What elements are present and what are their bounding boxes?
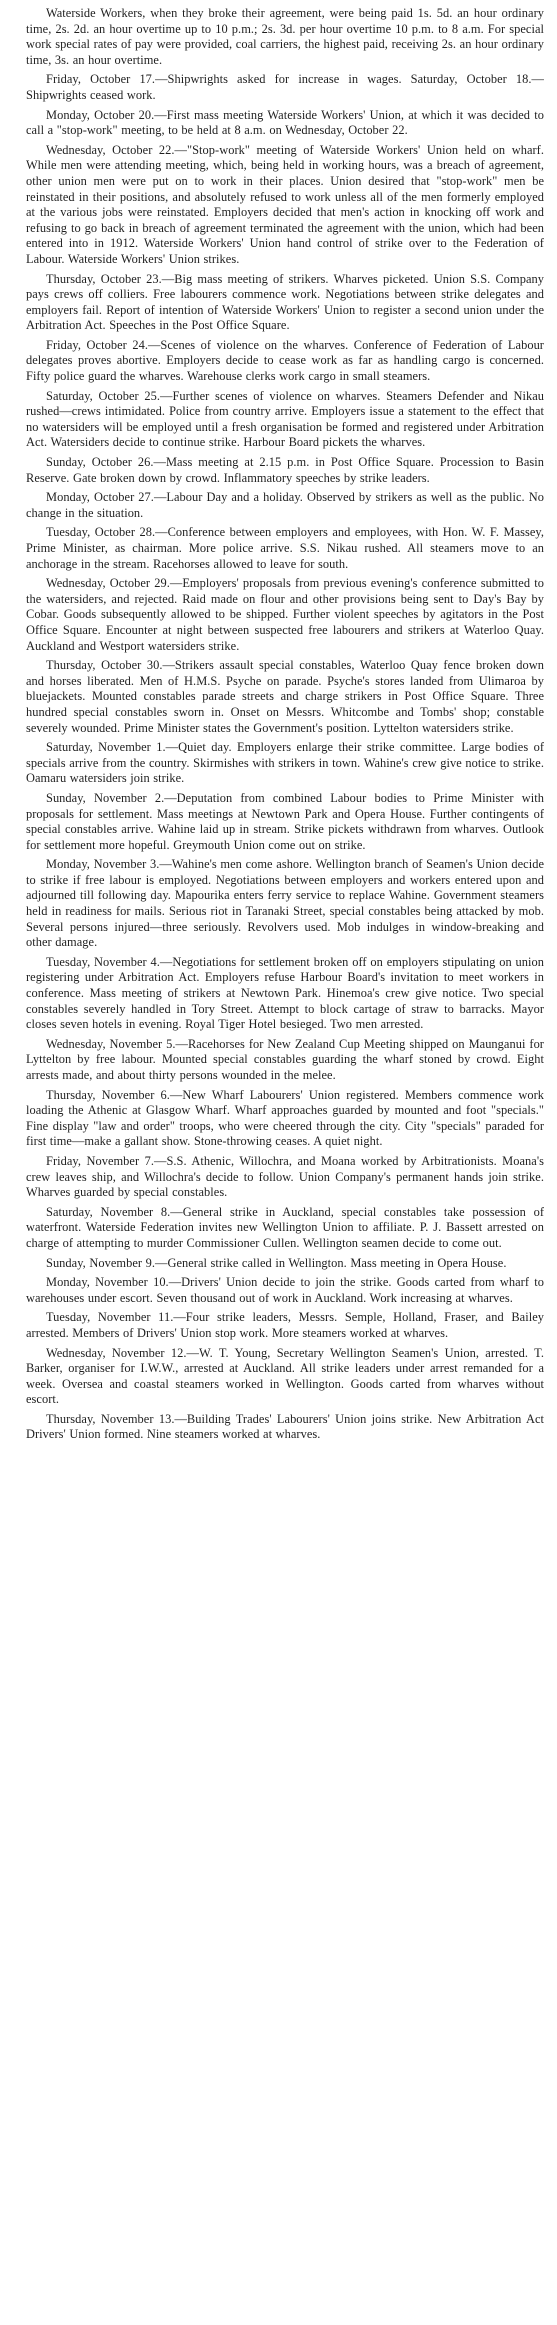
entry-october-17: Friday, October 17.—Shipwrights asked for increase in wages. Saturday, October 18.—Shipwrights ceased work. — [26, 72, 544, 102]
entry-november-11: Tuesday, November 11.—Four strike leaders, Messrs. Semple, Holland, Fraser, and Bailey arrested. Members of Drivers' Union stop work. More steamers worked at wharves. — [26, 1310, 544, 1340]
entry-november-6: Thursday, November 6.—New Wharf Labourers' Union registered. Members commence work loading the Athenic at Glasgow Wharf. Wharf approaches guarded by mounted and foot "specials." Fine display "law and order" troops, who were cheered through the city. City "specials" paraded for first time—make a gallant show. Stone-throwing ceases. A quiet night. — [26, 1087, 544, 1149]
entry-november-4: Tuesday, November 4.—Negotiations for settlement broken off on employers stipulating on union registering under Arbitration Act. Employers refuse Harbour Board's invitation to meet workers in conference. Mass meeting of strikers at Newtown Park. Hinemoa's crew give notice. Two special constables severely handled in Tory Street. Attempt to block cartage of straw to barracks. Mayor closes seven hotels in evening. Royal Tiger Hotel besieged. Two men arrested. — [26, 954, 544, 1032]
entry-november-9: Sunday, November 9.—General strike called in Wellington. Mass meeting in Opera House. — [46, 1255, 507, 1270]
entry-october-28: Tuesday, October 28.—Conference between employers and employees, with Hon. W. F. Massey, Prime Minister, as chairman. More police arrive. S.S. Nikau rushed. All steamers move to an anchorage in the stream. Racehorses allowed to leave for south. — [26, 525, 544, 571]
entry-november-2: Sunday, November 2.—Deputation from combined Labour bodies to Prime Minister with proposals for settlement. Mass meetings at Newtown Park and Opera House. Further contingents of special constables arrive. Wahine laid up in stream. Strike pickets withdrawn from wharves. Outlook for settlement more hopeful. Greymouth Union come out on strike. — [26, 790, 544, 852]
entry-october-27: Monday, October 27.—Labour Day and a holiday. Observed by strikers as well as the public. No change in the situation. — [26, 490, 544, 520]
entry-october-30: Thursday, October 30.—Strikers assault special constables, Waterloo Quay fence broken down and horses liberated. Men of H.M.S. Psyche on parade. Psyche's stores landed from Ulimaroa by bluejackets. Mounted constables parade streets and charge strikers in Post Office Square. Three hundred special constables sworn in. Onset on Messrs. Whitcombe and Tombs' shop; constable severely wounded. Prime Minister states the Government's position. Lyttelton watersiders strike. — [26, 658, 544, 735]
entry-november-5: Wednesday, November 5.—Racehorses for New Zealand Cup Meeting shipped on Maunganui for Lyttelton by free labour. Mounted special constables guarding the wharf stoned by crowd. Eight arrests made, and about thirty persons wounded in the melee. — [26, 1036, 544, 1082]
entry-october-23: Thursday, October 23.—Big mass meeting of strikers. Wharves picketed. Union S.S. Company pays crews off colliers. Free labourers commence work. Negotiations between strike delegates and employers fail. Report of intention of Waterside Workers' Union to register a second union under the Arbitration Act. Speeches in the Post Office Square. — [26, 271, 544, 333]
entry-october-20: Monday, October 20.—First mass meeting Waterside Workers' Union, at which it was decided to call a "stop-work" meeting, to be held at 8 a.m. on Wednesday, October 22. — [26, 107, 544, 138]
entry-november-7: Friday, November 7.—S.S. Athenic, Willochra, and Moana worked by Arbitrationists. Moana's crew leaves ship, and Willochra's decide to follow. Union Company's permanent hands join strike. Wharves guarded by special constables. — [26, 1153, 544, 1200]
entry-november-12: Wednesday, November 12.—W. T. Young, Secretary Wellington Seamen's Union, arrested. T. Barker, organiser for I.W.W., arrested at Auckland. All strike leaders under arrest remanded for a week. Oversea and coastal steamers worked in Wellington. Goods carted from wharves without escort. — [26, 1345, 544, 1407]
intro-paragraph: Waterside Workers, when they broke their agreement, were being paid 1s. 5d. an hour ordinary time, 2s. 2d. an hour overtime up to 10 p.m.; 2s. 3d. per hour overtime 10 p.m. to 8 a.m. For special work special rates of pay were provided, coal carriers, the highest paid, receiving 2s. an hour ordinary time, 3s. an hour overtime. — [26, 6, 544, 67]
entry-november-13: Thursday, November 13.—Building Trades' Labourers' Union joins strike. New Arbitration Act Drivers' Union formed. Nine steamers worked at wharves. — [26, 1411, 544, 1442]
entry-november-3: Monday, November 3.—Wahine's men come ashore. Wellington branch of Seamen's Union decide to strike if free labour is employed. Negotiations between employers and workers entered upon and adjourned till following day. Mapourika enters ferry service to replace Wahine. Government steamers held in readiness for mails. Serious riot in Taranaki Street, special constables being attacked by mob. Several persons injured—three seriously. Revolvers used. Mob indulges in window-breaking and other damage. — [26, 857, 544, 950]
entry-november-8: Saturday, November 8.—General strike in Auckland, special constables take possession of waterfront. Waterside Federation invites new Wellington Union to affiliate. P. J. Bassett arrested on charge of attempting to murder Commissioner Cullen. Wellington seamen decide to come out. — [26, 1204, 544, 1250]
entry-november-10: Monday, November 10.—Drivers' Union decide to join the strike. Goods carted from wharf to warehouses under escort. Seven thousand out of work in Auckland. Work increasing at wharves. — [26, 1275, 544, 1305]
entry-october-22: Wednesday, October 22.—"Stop-work" meeting of Waterside Workers' Union held on wharf. While men were attending meeting, which, being held in working hours, was a breach of agreement, other union men were put on to work in their places. Union desired that "stop-work" men be reinstated in their positions, and absolutely refused to work unless all of the men formerly employed at the various jobs were reinstated. Employers decided that men's action in knocking off work and refusing to go back in breach of agreement terminated the agreement with the union, which had been entered into in 1912. Waterside Workers' Union hand control of strike over to the Federation of Labour. Waterside Workers' Union strikes. — [26, 142, 544, 266]
entry-october-26: Sunday, October 26.—Mass meeting at 2.15 p.m. in Post Office Square. Procession to Basin Reserve. Gate broken down by crowd. Inflammatory speeches by strike leaders. — [26, 455, 544, 485]
entry-october-25: Saturday, October 25.—Further scenes of violence on wharves. Steamers Defender and Nikau rushed—crews intimidated. Police from country arrive. Employers issue a statement to the effect that no watersiders will be employed until a fresh organisation be formed and registered under Arbitration Act. Watersiders decide to continue strike. Harbour Board pickets the wharves. — [26, 388, 544, 450]
entry-november-1: Saturday, November 1.—Quiet day. Employers enlarge their strike committee. Large bodies of specials arrive from the country. Skirmishes with strikers in town. Wahine's crew give notice to strike. Oamaru watersiders join strike. — [26, 740, 544, 786]
entry-october-29: Wednesday, October 29.—Employers' proposals from previous evening's conference submitted to the watersiders, and rejected. Raid made on flour and other provisions being sent to Day's Bay by Cobar. Goods subsequently allowed to be shipped. Further violent speeches by agitators in the Post Office Square. Encounter at night between suspected free labourers and strikers at Waterloo Quay. Auckland and Westport watersiders strike. — [26, 576, 544, 653]
entry-october-24: Friday, October 24.—Scenes of violence on the wharves. Conference of Federation of Labour delegates proves abortive. Employers decide to cease work as far as handling cargo is concerned. Fifty police guard the wharves. Warehouse clerks work cargo in small steamers. — [26, 337, 544, 384]
